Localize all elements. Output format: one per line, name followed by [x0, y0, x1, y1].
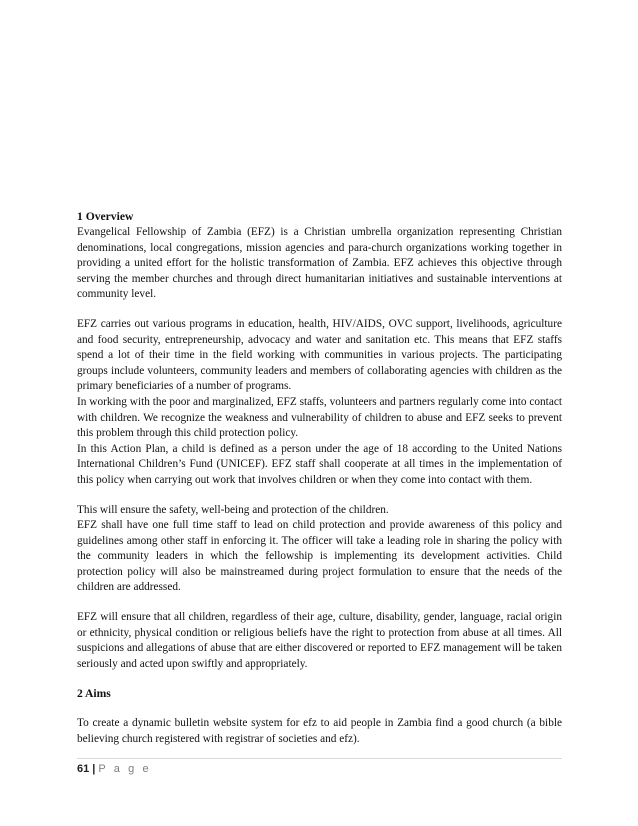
- paragraph-child-definition: In this Action Plan, a child is defined as a person under the age of 18 according to the United Nations International Children’s Fund (UNICEF). EFZ staff shall cooperate at all times in the implementation of this policy when carrying out work that involves children or when they come into contact with them.: [77, 442, 562, 486]
- section-heading-aims: 2 Aims: [77, 687, 111, 701]
- section-heading-overview: 1 Overview: [77, 210, 134, 223]
- page-footer: [77, 763, 151, 775]
- paragraph-working-with-poor: In working with the poor and marginalized, EFZ staffs, volunteers and partners regularly come into contact with children. We recognize the weakness and vulnerability of children to abuse and EFZ seeks to prevent this problem through this child protection policy.: [77, 395, 562, 440]
- footer-separator: |: [92, 763, 96, 775]
- footer-divider: [77, 758, 562, 759]
- page-number: 61: [77, 763, 90, 775]
- document-body: [77, 209, 562, 748]
- page-label: P a g e: [98, 763, 152, 775]
- paragraph-efz-programs: EFZ carries out various programs in education, health, HIV/AIDS, OVC support, livelihoods, agriculture and food security, entrepreneurship, advocacy and water and sanitation etc. This means that EFZ staffs spend a lot of their time in the field working with communities in various projects. The participating groups include volunteers, community leaders and members of collaborating agencies with children as the primary beneficiaries of a number of programs.: [77, 317, 562, 393]
- paragraph-safety: This will ensure the safety, well-being and protection of the children.: [77, 503, 389, 516]
- paragraph-all-children: EFZ will ensure that all children, regardless of their age, culture, disability, gender, language, racial origin or ethnicity, physical condition or religious beliefs have the right to protection from abuse at all times. All suspicions and allegations of abuse that are either discovered or reported to EFZ management will be taken seriously and acted upon swiftly and appropriately.: [77, 611, 562, 670]
- paragraph-child-protection-staff: EFZ shall have one full time staff to lead on child protection and provide awareness of this policy and guidelines among other staff in enforcing it. The officer will take a leading role in sharing the policy with the community leaders in which the fellowship is implementing its development activities. Child protection policy will also be mainstreamed during project formulation to ensure that the needs of the children are addressed.: [77, 519, 562, 594]
- paragraph-efz-intro: Evangelical Fellowship of Zambia (EFZ) is a Christian umbrella organization representing Christian denominations, local congregations, mission agencies and para-church organizations working together in providing a united effort for the holistic transformation of Zambia. EFZ achieves this objective through serving the member churches and through direct humanitarian initiatives and sustainable interventions at community level.: [77, 226, 562, 301]
- paragraph-aims: To create a dynamic bulletin website system for efz to aid people in Zambia find a good church (a bible believing church registered with registrar of societies and efz).: [77, 717, 562, 746]
